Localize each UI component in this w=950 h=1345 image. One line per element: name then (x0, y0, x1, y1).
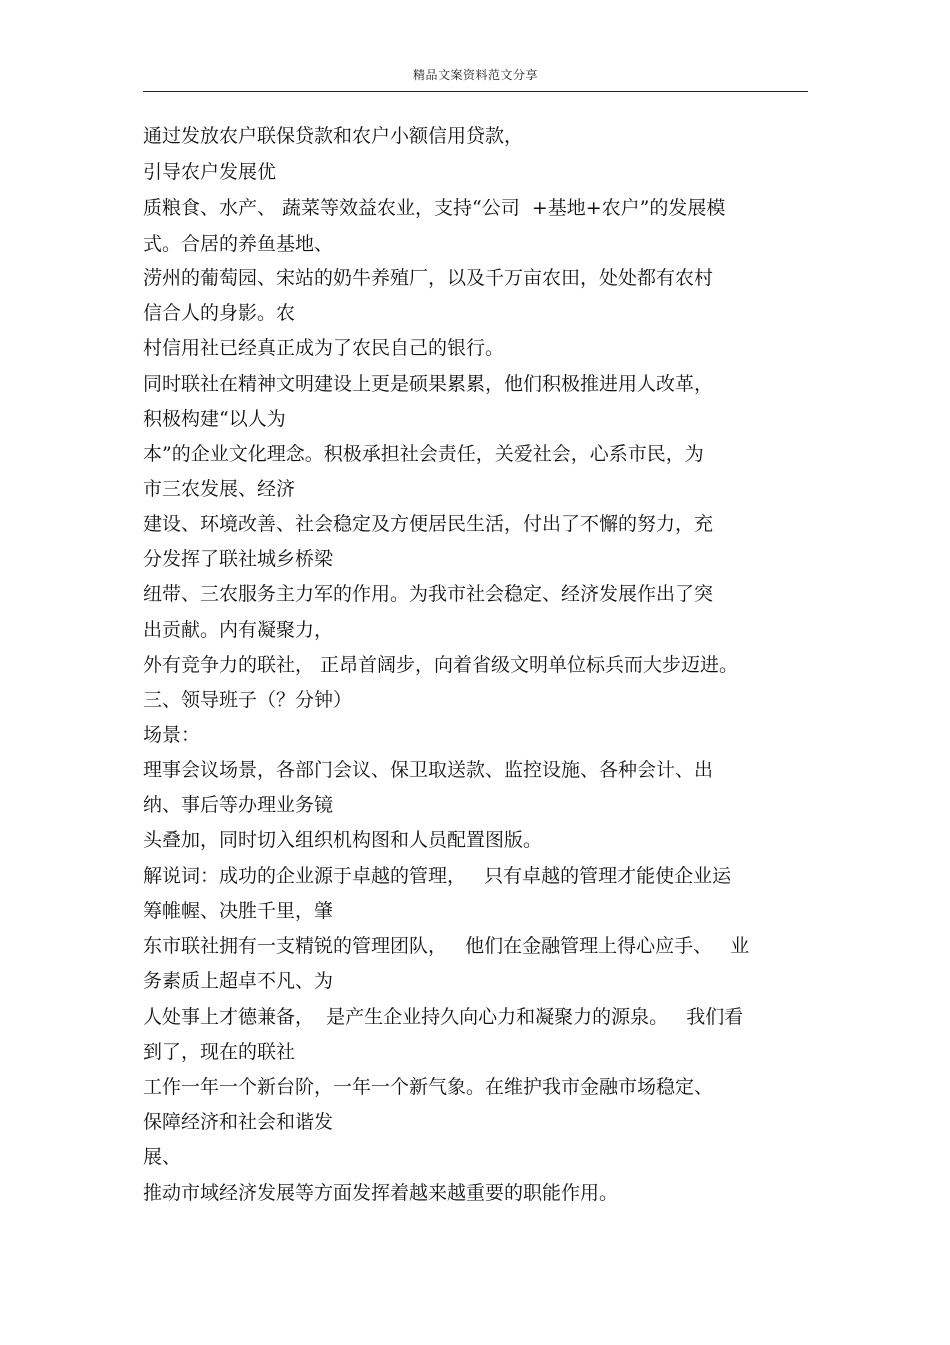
text-line: 保障经济和社会和谐发 (143, 1111, 334, 1133)
text-line: 理事会议场景，各部门会议、保卫取送款、监控设施、各种会计、出 (143, 759, 714, 781)
text-line: 分发挥了联社城乡桥梁 (143, 548, 334, 570)
text-line: 头叠加，同时切入组织机构图和人员配置图版。 (143, 829, 543, 851)
text-line: 村信用社已经真正成为了农民自己的银行。 (143, 337, 505, 359)
text-line: 积极构建“以人为 (143, 408, 286, 430)
text-line: 引导农户发展优 (143, 161, 277, 183)
text-line: 通过发放农户联保贷款和农户小额信用贷款， (143, 125, 524, 147)
text-line: 式。合居的养鱼基地、 (143, 233, 334, 255)
text-line: 纽带、三农服务主力军的作用。为我市社会稳定、经济发展作出了突 (143, 583, 714, 605)
text-line: 信合人的身影。农 (143, 302, 296, 324)
text-line: 纳、事后等办理业务镜 (143, 794, 334, 816)
text-line: 展、 (143, 1146, 182, 1168)
text-line: 工作一年一个新台阶，一年一个新气象。在维护我市金融市场稳定、 (143, 1076, 714, 1098)
text-line: 到了，现在的联社 (143, 1041, 296, 1063)
text-line: 东市联社拥有一支精锐的管理团队， 他们在金融管理上得心应手、 业 (143, 935, 750, 957)
text-line: 涝州的葡萄园、宋站的奶牛养殖厂，以及千万亩农田，处处都有农村 (143, 267, 714, 289)
text-line: 建设、环境改善、社会稳定及方便居民生活，付出了不懈的努力，充 (143, 513, 714, 535)
text-line: 外有竞争力的联社， 正昂首阔步，向着省级文明单位标兵而大步迈进。 (143, 654, 739, 676)
text-line: 人处事上才德兼备， 是产生企业持久向心力和凝聚力的源泉。 我们看 (143, 1006, 744, 1028)
text-line: 推动市域经济发展等方面发挥着越来越重要的职能作用。 (143, 1182, 619, 1204)
text-line: 三、领导班子（？分钟） (143, 689, 353, 711)
text-line: 同时联社在精神文明建设上更是硕果累累，他们积极推进用人改革， (143, 373, 714, 395)
text-line: 市三农发展、经济 (143, 478, 296, 500)
page-header: 精品文案资料范文分享 (412, 68, 538, 82)
text-line: 质粮食、水产、 蔬菜等效益农业，支持“公司 +基地+农户”的发展模 (143, 197, 726, 219)
text-line: 筹帷幄、决胜千里，肇 (143, 900, 334, 922)
text-line: 本”的企业文化理念。积极承担社会责任，关爱社会，心系市民，为 (143, 443, 704, 465)
text-line: 务素质上超卓不凡、为 (143, 970, 334, 992)
header-divider (143, 91, 808, 92)
text-line: 出贡献。内有凝聚力， (143, 619, 334, 641)
text-line: 场景： (143, 724, 201, 746)
text-line: 解说词：成功的企业源于卓越的管理， 只有卓越的管理才能使企业运 (143, 865, 732, 887)
